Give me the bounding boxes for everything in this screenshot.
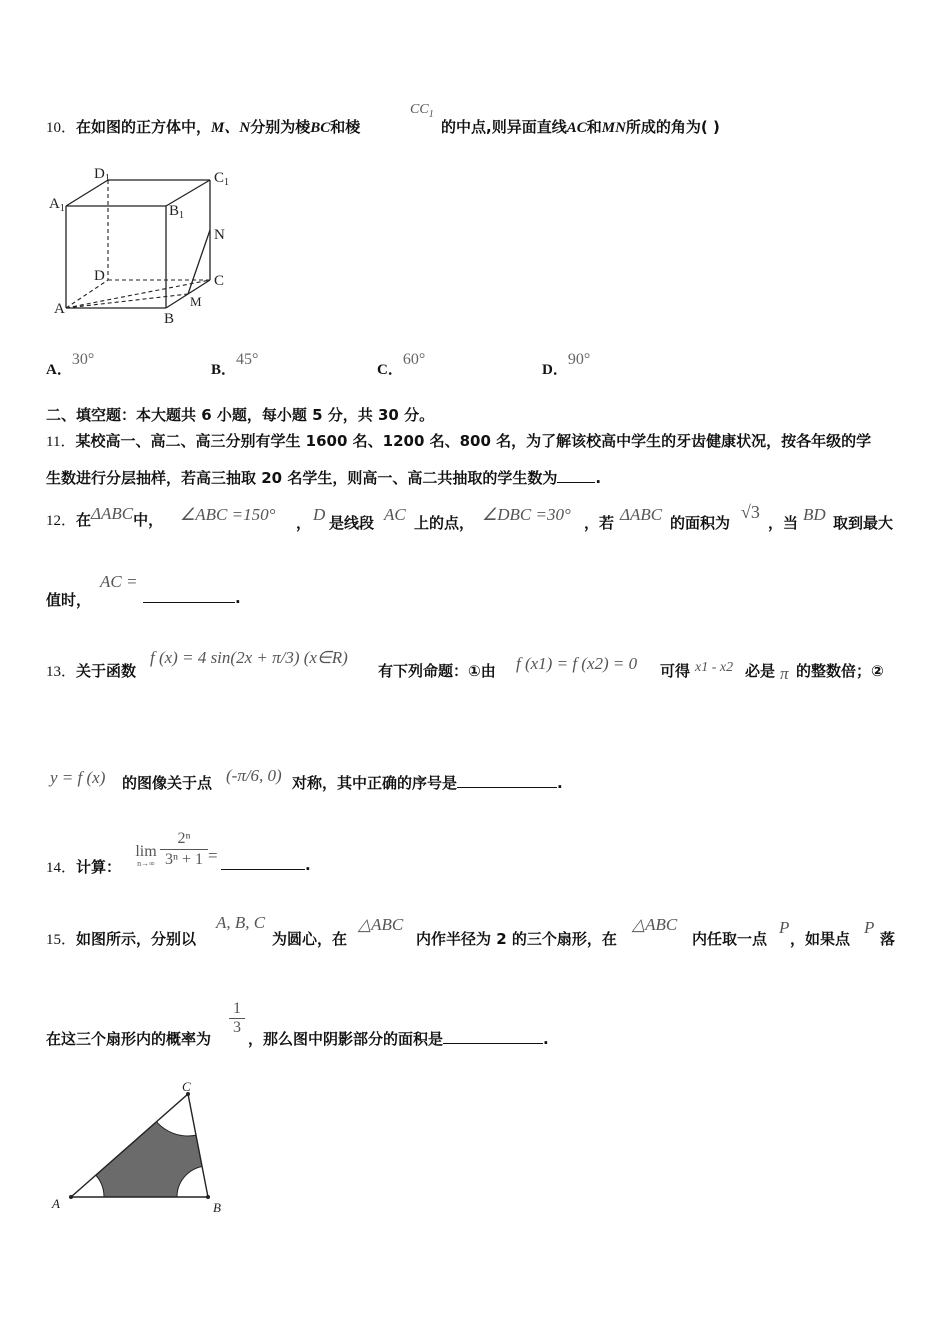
- q12-mid6: ，当: [768, 514, 799, 532]
- point-b: [206, 1195, 210, 1199]
- label-b: B: [164, 311, 175, 325]
- q14-lim: lim n→∞: [135, 843, 157, 868]
- q10-option-d[interactable]: D．90°: [542, 351, 591, 378]
- point-a: [69, 1195, 73, 1199]
- q12-mid2: 是线段: [329, 514, 375, 532]
- segment-mn: [188, 230, 210, 294]
- q14-answer: .: [221, 856, 311, 874]
- q10-stem-end: 的中点,则异面直线AC和MN所成的角为( ): [441, 118, 720, 136]
- q14-numerator: 2ⁿ: [177, 830, 191, 847]
- q12-mid3: 上的点，: [414, 514, 475, 532]
- q15-mid1: 为圆心，在: [272, 930, 348, 948]
- label-m: M: [190, 294, 202, 309]
- q12-end1: 取到最大: [833, 514, 894, 532]
- q12-tri2: ΔABC: [620, 505, 663, 524]
- q10-option-a[interactable]: A．30°: [46, 351, 95, 378]
- edge-a1d1: [66, 180, 108, 206]
- q15-mid4: ，如果点: [790, 930, 851, 948]
- q15-line2-b: ，那么图中阴影部分的面积是 .: [248, 1030, 549, 1048]
- q13-mid2: 可得: [660, 662, 691, 680]
- q15-p2: P: [864, 918, 875, 937]
- label-c: C: [182, 1082, 191, 1094]
- q15-abc: A, B, C: [216, 913, 266, 932]
- q13-mid3: 必是: [745, 662, 776, 680]
- q13-line2-b: 对称，其中正确的序号是 .: [292, 774, 563, 792]
- q15-line2-a: 在这三个扇形内的概率为: [46, 1030, 212, 1048]
- q12-d: D: [313, 505, 326, 524]
- q14-answer-blank[interactable]: [221, 869, 305, 870]
- sector-a: [44, 1164, 104, 1222]
- label-a1: $A_1$: [49, 196, 65, 214]
- q13-line2-a: 的图像关于点: [122, 774, 213, 792]
- q10-number: 10．: [46, 120, 77, 136]
- label-a: A: [52, 1196, 60, 1211]
- q15-mid2: 内作半径为 2 的三个扇形，在: [416, 930, 617, 948]
- q15-lead: 15．如图所示，分别以: [46, 930, 197, 948]
- q13-lead: 13．关于函数: [46, 662, 137, 680]
- q13-answer-blank[interactable]: [457, 787, 557, 788]
- q12-mid4: ，若: [584, 514, 615, 532]
- q11-line1: 11．某校高一、高二、高三分别有学生 1600 名、1200 名、800 名，为了解该校高中学生的牙齿健康状况，按各年级的学: [46, 432, 872, 450]
- q15-p1: P: [779, 918, 790, 937]
- q13-diff: x1 - x2: [695, 660, 734, 675]
- q13-mid1: 有下列命题：①由: [378, 662, 496, 680]
- q14-fraction: [160, 830, 208, 869]
- q12-mid1: ，: [296, 514, 312, 532]
- q12-line2: 值时，: [46, 591, 92, 609]
- q10-option-b[interactable]: B．45°: [211, 351, 259, 378]
- q15-mid3: 内任取一点: [692, 930, 768, 948]
- q13-eq1: f (x1) = f (x2) = 0: [516, 654, 638, 673]
- q10-option-b-value: 45°: [236, 351, 259, 368]
- q15-tri1: △ABC: [358, 915, 404, 934]
- q12-answer-blank[interactable]: [143, 602, 235, 603]
- q14-fraction-bar: [160, 849, 208, 850]
- q10-stem: 10．在如图的正方体中，M、N分别为棱BC和棱: [46, 118, 361, 136]
- label-d: D: [94, 268, 105, 284]
- label-n: N: [214, 227, 225, 243]
- q10-cc1: $CC_1$: [410, 102, 434, 120]
- q14-denominator: 3ⁿ + 1: [164, 851, 204, 868]
- label-b1: $B_1$: [169, 203, 185, 221]
- q12-angle-dbc: ∠DBC =30°: [482, 505, 571, 524]
- section2-heading: 二、填空题：本大题共 6 小题，每小题 5 分，共 30 分。: [46, 406, 435, 424]
- q13-function-text: f (x) = 4 sin(2x + π/3) (x∈R): [150, 648, 348, 667]
- q13-pi: π: [780, 664, 789, 683]
- q12-answer: .: [143, 589, 241, 607]
- label-c1: $C_1$: [214, 170, 230, 188]
- q13-mid4: 的整数倍；②: [796, 662, 884, 680]
- q11-answer-blank[interactable]: [557, 482, 595, 483]
- q12-sqrt3: √3: [741, 502, 760, 522]
- q10-option-c-value: 60°: [402, 351, 426, 368]
- q12-bd: BD: [803, 505, 826, 524]
- label-a: A: [54, 301, 65, 317]
- q13-point: (-π/6, 0): [226, 766, 282, 785]
- q10-option-a-value: 30°: [71, 351, 95, 368]
- label-b: B: [213, 1200, 221, 1215]
- q15-triangle-figure: [44, 1082, 244, 1222]
- q12-ac-eq: AC =: [100, 572, 138, 591]
- q15-fraction: 1 3: [229, 1000, 245, 1037]
- q15-mid5: 落: [880, 930, 896, 948]
- q12-mid5: 的面积为: [670, 514, 731, 532]
- q10-option-d-value: 90°: [567, 351, 591, 368]
- q15-tri2: △ABC: [632, 915, 678, 934]
- q10-option-c[interactable]: C．60°: [377, 351, 426, 378]
- label-d1: $D_1$: [94, 166, 110, 184]
- q14-lead: 14．计算：: [46, 858, 122, 876]
- q12-ac: AC: [384, 505, 406, 524]
- q10-cube-figure: [44, 160, 244, 325]
- q11-line2: 生数进行分层抽样，若高三抽取 20 名学生，则高一、高二共抽取的学生数为 .: [46, 469, 602, 487]
- q14-eq: =: [208, 846, 218, 865]
- q12-angle-abc: ∠ABC =150°: [180, 505, 276, 524]
- q15-answer-blank[interactable]: [443, 1043, 543, 1044]
- label-c: C: [214, 273, 225, 289]
- q13-line2-func: y = f (x): [50, 768, 106, 787]
- q12-line1: 12．在ΔABC中，: [46, 504, 164, 529]
